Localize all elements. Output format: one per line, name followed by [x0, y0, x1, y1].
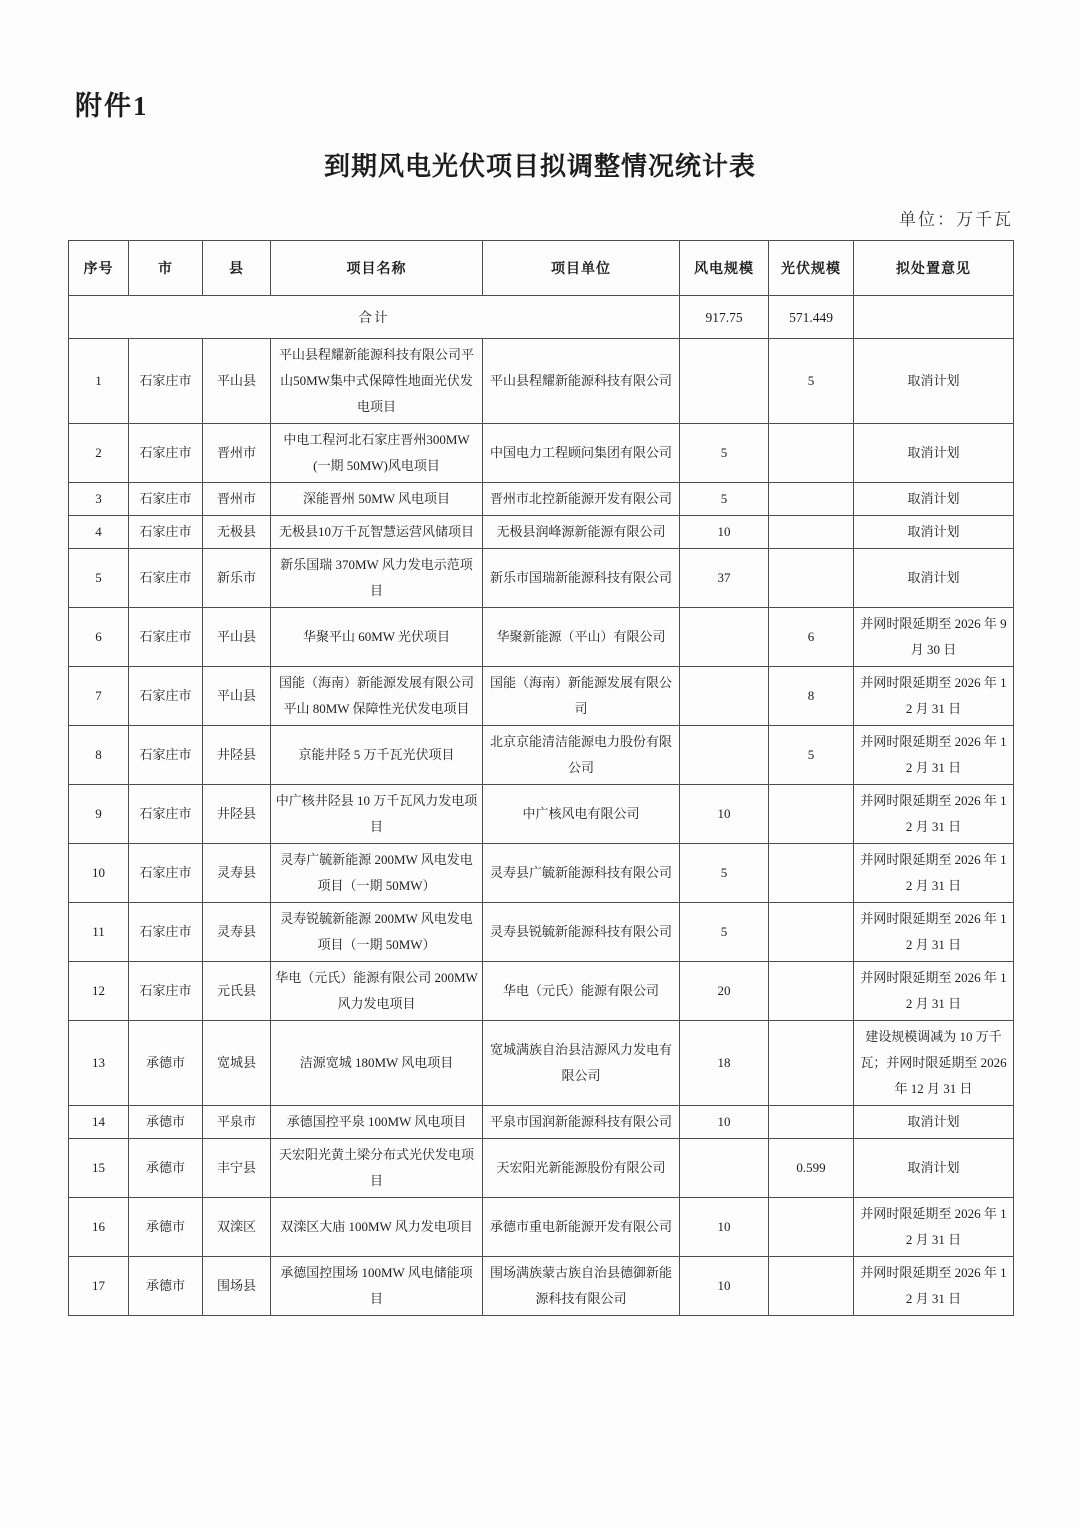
cell-county: 新乐市: [203, 549, 271, 608]
cell-wind: 20: [680, 962, 769, 1021]
cell-pv: 6: [769, 608, 854, 667]
header-county: 县: [203, 241, 271, 296]
cell-project: 新乐国瑞 370MW 风力发电示范项目: [271, 549, 483, 608]
cell-county: 平山县: [203, 339, 271, 424]
cell-county: 平泉市: [203, 1106, 271, 1139]
cell-pv: 5: [769, 726, 854, 785]
cell-wind: 10: [680, 1106, 769, 1139]
table-row: [69, 549, 1014, 608]
table-row: [69, 726, 1014, 785]
cell-unit: 承德市重电新能源开发有限公司: [483, 1198, 680, 1257]
cell-no: 2: [69, 424, 129, 483]
cell-pv: [769, 785, 854, 844]
header-unit: 项目单位: [483, 241, 680, 296]
cell-wind: [680, 667, 769, 726]
cell-county: 平山县: [203, 608, 271, 667]
cell-pv: [769, 424, 854, 483]
cell-disposal: 并网时限延期至 2026 年 12 月 31 日: [854, 1257, 1014, 1316]
cell-unit: 华聚新能源（平山）有限公司: [483, 608, 680, 667]
cell-project: 洁源宽城 180MW 风电项目: [271, 1021, 483, 1106]
cell-disposal: 取消计划: [854, 424, 1014, 483]
cell-no: 15: [69, 1139, 129, 1198]
cell-pv: [769, 1198, 854, 1257]
table-row: [69, 516, 1014, 549]
cell-city: 石家庄市: [129, 903, 203, 962]
cell-project: 承德国控围场 100MW 风电储能项目: [271, 1257, 483, 1316]
table-row: [69, 1198, 1014, 1257]
cell-disposal: 取消计划: [854, 549, 1014, 608]
cell-unit: 国能（海南）新能源发展有限公司: [483, 667, 680, 726]
table-row: [69, 1021, 1014, 1106]
cell-wind: 5: [680, 483, 769, 516]
cell-wind: 10: [680, 785, 769, 844]
cell-wind: [680, 608, 769, 667]
header-disposal: 拟处置意见: [854, 241, 1014, 296]
cell-county: 晋州市: [203, 424, 271, 483]
cell-city: 承德市: [129, 1021, 203, 1106]
cell-city: 石家庄市: [129, 785, 203, 844]
table-row: [69, 339, 1014, 424]
cell-project: 国能（海南）新能源发展有限公司平山 80MW 保障性光伏发电项目: [271, 667, 483, 726]
cell-no: 8: [69, 726, 129, 785]
cell-wind: [680, 1139, 769, 1198]
cell-unit: 中国电力工程顾问集团有限公司: [483, 424, 680, 483]
cell-county: 井陉县: [203, 785, 271, 844]
cell-disposal: 并网时限延期至 2026 年 9 月 30 日: [854, 608, 1014, 667]
cell-disposal: 并网时限延期至 2026 年 12 月 31 日: [854, 962, 1014, 1021]
table-row: [69, 903, 1014, 962]
cell-pv: [769, 1021, 854, 1106]
header-row: [69, 241, 1014, 296]
cell-no: 10: [69, 844, 129, 903]
cell-project: 华电（元氏）能源有限公司 200MW 风力发电项目: [271, 962, 483, 1021]
table-row: [69, 962, 1014, 1021]
cell-county: 无极县: [203, 516, 271, 549]
cell-city: 石家庄市: [129, 726, 203, 785]
cell-county: 丰宁县: [203, 1139, 271, 1198]
cell-wind: 10: [680, 516, 769, 549]
cell-unit: 灵寿县锐毓新能源科技有限公司: [483, 903, 680, 962]
table-row: [69, 424, 1014, 483]
cell-no: 13: [69, 1021, 129, 1106]
cell-county: 灵寿县: [203, 844, 271, 903]
cell-pv: [769, 1106, 854, 1139]
header-pv: 光伏规模: [769, 241, 854, 296]
cell-no: 1: [69, 339, 129, 424]
cell-pv: 5: [769, 339, 854, 424]
cell-city: 石家庄市: [129, 549, 203, 608]
cell-pv: [769, 516, 854, 549]
cell-county: 井陉县: [203, 726, 271, 785]
cell-unit: 华电（元氏）能源有限公司: [483, 962, 680, 1021]
cell-wind: 18: [680, 1021, 769, 1106]
cell-unit: 天宏阳光新能源股份有限公司: [483, 1139, 680, 1198]
cell-wind: 5: [680, 844, 769, 903]
cell-city: 承德市: [129, 1198, 203, 1257]
cell-no: 9: [69, 785, 129, 844]
cell-unit: 平泉市国润新能源科技有限公司: [483, 1106, 680, 1139]
table-row: [69, 667, 1014, 726]
cell-disposal: 取消计划: [854, 1139, 1014, 1198]
table-row: [69, 1257, 1014, 1316]
cell-no: 17: [69, 1257, 129, 1316]
attachment-label: 附件1: [75, 91, 149, 121]
unit-note: 单位：万千瓦: [899, 210, 1013, 229]
cell-project: 灵寿广毓新能源 200MW 风电发电项目（一期 50MW）: [271, 844, 483, 903]
cell-no: 4: [69, 516, 129, 549]
header-no: 序号: [69, 241, 129, 296]
cell-disposal: 并网时限延期至 2026 年 12 月 31 日: [854, 667, 1014, 726]
cell-disposal: 并网时限延期至 2026 年 12 月 31 日: [854, 844, 1014, 903]
table-body: [69, 296, 1014, 1316]
cell-city: 承德市: [129, 1106, 203, 1139]
cell-wind: 10: [680, 1257, 769, 1316]
total-disposal: [854, 296, 1014, 339]
total-wind: 917.75: [680, 296, 769, 339]
cell-no: 14: [69, 1106, 129, 1139]
cell-no: 11: [69, 903, 129, 962]
cell-county: 元氏县: [203, 962, 271, 1021]
cell-project: 中广核井陉县 10 万千瓦风力发电项目: [271, 785, 483, 844]
cell-no: 6: [69, 608, 129, 667]
cell-project: 京能井陉 5 万千瓦光伏项目: [271, 726, 483, 785]
cell-pv: 8: [769, 667, 854, 726]
cell-unit: 无极县润峰源新能源有限公司: [483, 516, 680, 549]
cell-wind: 5: [680, 903, 769, 962]
total-label: 合计: [69, 296, 680, 339]
cell-pv: 0.599: [769, 1139, 854, 1198]
cell-disposal: 取消计划: [854, 516, 1014, 549]
cell-pv: [769, 1257, 854, 1316]
cell-project: 平山县程耀新能源科技有限公司平山50MW集中式保障性地面光伏发电项目: [271, 339, 483, 424]
cell-disposal: 并网时限延期至 2026 年 12 月 31 日: [854, 1198, 1014, 1257]
cell-no: 5: [69, 549, 129, 608]
cell-unit: 宽城满族自治县洁源风力发电有限公司: [483, 1021, 680, 1106]
header-project: 项目名称: [271, 241, 483, 296]
cell-city: 石家庄市: [129, 339, 203, 424]
header-wind: 风电规模: [680, 241, 769, 296]
cell-no: 3: [69, 483, 129, 516]
cell-county: 平山县: [203, 667, 271, 726]
cell-pv: [769, 844, 854, 903]
cell-county: 双滦区: [203, 1198, 271, 1257]
cell-city: 石家庄市: [129, 667, 203, 726]
total-pv: 571.449: [769, 296, 854, 339]
total-row: [69, 296, 1014, 339]
cell-city: 石家庄市: [129, 516, 203, 549]
cell-wind: 10: [680, 1198, 769, 1257]
cell-city: 石家庄市: [129, 962, 203, 1021]
cell-pv: [769, 549, 854, 608]
cell-unit: 平山县程耀新能源科技有限公司: [483, 339, 680, 424]
cell-pv: [769, 903, 854, 962]
cell-city: 承德市: [129, 1139, 203, 1198]
cell-unit: 灵寿县广毓新能源科技有限公司: [483, 844, 680, 903]
cell-county: 宽城县: [203, 1021, 271, 1106]
table-row: [69, 1106, 1014, 1139]
cell-county: 晋州市: [203, 483, 271, 516]
cell-city: 石家庄市: [129, 844, 203, 903]
cell-project: 承德国控平泉 100MW 风电项目: [271, 1106, 483, 1139]
cell-city: 石家庄市: [129, 608, 203, 667]
cell-no: 12: [69, 962, 129, 1021]
cell-unit: 北京京能清洁能源电力股份有限公司: [483, 726, 680, 785]
table-header: [69, 241, 1014, 296]
cell-wind: [680, 726, 769, 785]
cell-pv: [769, 962, 854, 1021]
cell-project: 灵寿锐毓新能源 200MW 风电发电项目（一期 50MW）: [271, 903, 483, 962]
cell-disposal: 建设规模调减为 10 万千瓦；并网时限延期至 2026 年 12 月 31 日: [854, 1021, 1014, 1106]
cell-unit: 新乐市国瑞新能源科技有限公司: [483, 549, 680, 608]
cell-project: 深能晋州 50MW 风电项目: [271, 483, 483, 516]
cell-pv: [769, 483, 854, 516]
cell-no: 16: [69, 1198, 129, 1257]
cell-county: 围场县: [203, 1257, 271, 1316]
cell-project: 华聚平山 60MW 光伏项目: [271, 608, 483, 667]
cell-disposal: 取消计划: [854, 339, 1014, 424]
cell-wind: 5: [680, 424, 769, 483]
cell-unit: 围场满族蒙古族自治县德御新能源科技有限公司: [483, 1257, 680, 1316]
table-row: [69, 785, 1014, 844]
cell-county: 灵寿县: [203, 903, 271, 962]
cell-disposal: 并网时限延期至 2026 年 12 月 31 日: [854, 726, 1014, 785]
cell-disposal: 并网时限延期至 2026 年 12 月 31 日: [854, 785, 1014, 844]
table-row: [69, 1139, 1014, 1198]
cell-disposal: 并网时限延期至 2026 年 12 月 31 日: [854, 903, 1014, 962]
projects-table: [68, 240, 1014, 1316]
table-row: [69, 608, 1014, 667]
cell-project: 天宏阳光黄土梁分布式光伏发电项目: [271, 1139, 483, 1198]
table-row: [69, 483, 1014, 516]
cell-disposal: 取消计划: [854, 1106, 1014, 1139]
table-row: [69, 844, 1014, 903]
cell-wind: [680, 339, 769, 424]
page-title: 到期风电光伏项目拟调整情况统计表: [323, 151, 756, 181]
header-city: 市: [129, 241, 203, 296]
cell-project: 无极县10万千瓦智慧运营风储项目: [271, 516, 483, 549]
cell-city: 承德市: [129, 1257, 203, 1316]
cell-unit: 中广核风电有限公司: [483, 785, 680, 844]
cell-city: 石家庄市: [129, 483, 203, 516]
cell-project: 双滦区大庙 100MW 风力发电项目: [271, 1198, 483, 1257]
cell-unit: 晋州市北控新能源开发有限公司: [483, 483, 680, 516]
cell-wind: 37: [680, 549, 769, 608]
cell-project: 中电工程河北石家庄晋州300MW(一期 50MW)风电项目: [271, 424, 483, 483]
cell-no: 7: [69, 667, 129, 726]
cell-city: 石家庄市: [129, 424, 203, 483]
cell-disposal: 取消计划: [854, 483, 1014, 516]
